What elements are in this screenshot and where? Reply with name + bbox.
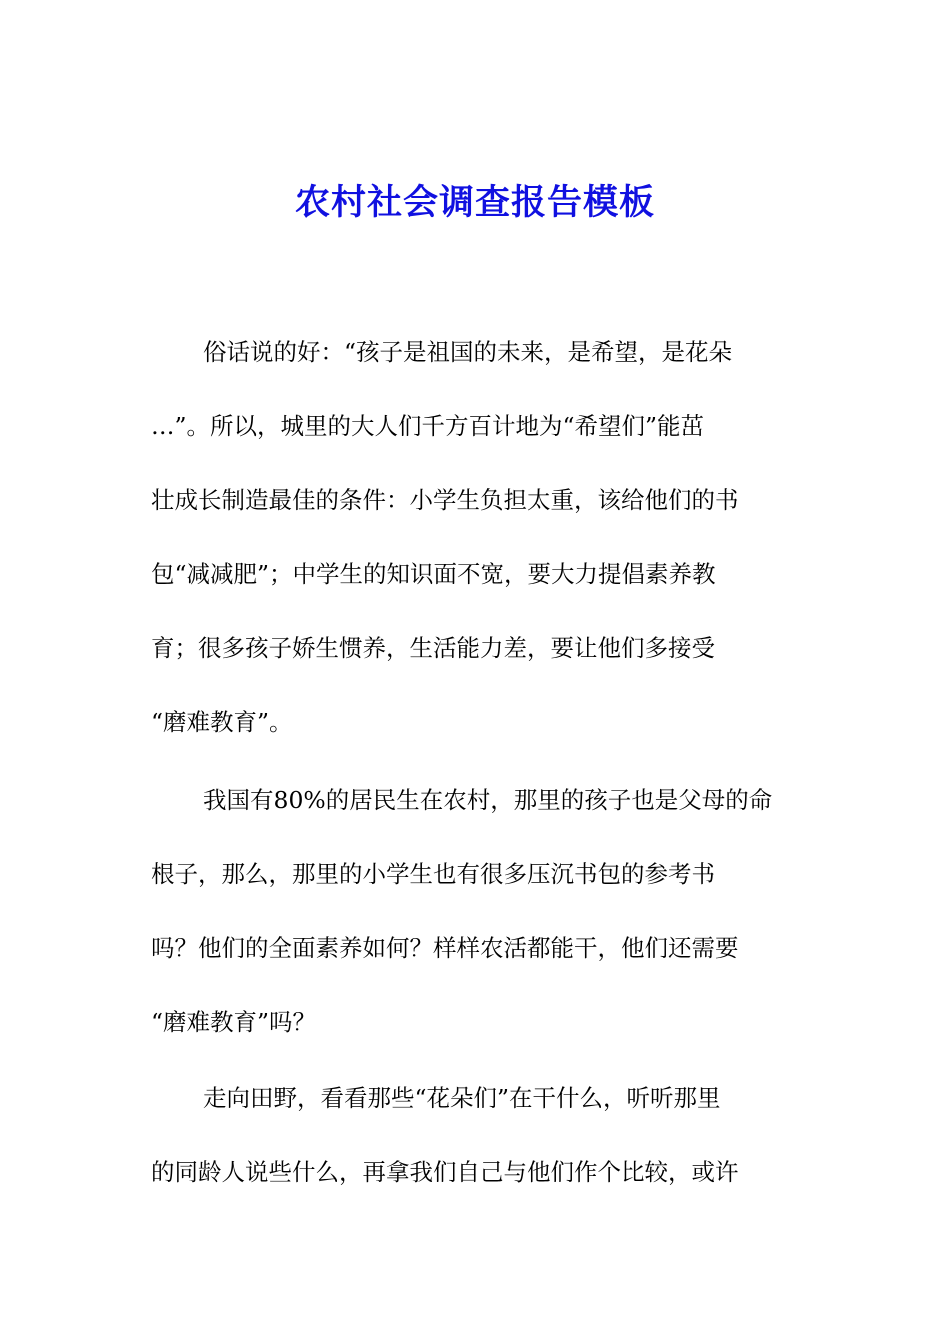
paragraph-line: 包“减减肥”；中学生的知识面不宽，要大力提倡素养教 bbox=[151, 560, 716, 588]
paragraph-line: 吗？他们的全面素养如何？样样农活都能干，他们还需要 bbox=[151, 934, 739, 962]
paragraph-line: 我国有80%的居民生在农村，那里的孩子也是父母的命 bbox=[203, 786, 773, 814]
document-title: 农村社会调查报告模板 bbox=[294, 182, 655, 223]
paragraph-line: 的同龄人说些什么，再拿我们自己与他们作个比较，或许 bbox=[151, 1158, 739, 1186]
paragraph-line: 壮成长制造最佳的条件：小学生负担太重，该给他们的书 bbox=[151, 486, 739, 514]
paragraph-line: 俗话说的好：“孩子是祖国的未来，是希望，是花朵 bbox=[203, 338, 733, 366]
paragraph-line: “磨难教育”。 bbox=[151, 708, 293, 736]
paragraph-line: 育；很多孩子娇生惯养，生活能力差，要让他们多接受 bbox=[151, 634, 715, 662]
paragraph-line: …”。所以，城里的大人们千方百计地为“希望们”能茁 bbox=[151, 412, 705, 440]
paragraph-line: 走向田野，看看那些“花朵们”在干什么，听听那里 bbox=[203, 1084, 721, 1112]
paragraph-line: “磨难教育”吗？ bbox=[151, 1008, 317, 1036]
paragraph-line: 根子，那么，那里的小学生也有很多压沉书包的参考书 bbox=[151, 860, 715, 888]
